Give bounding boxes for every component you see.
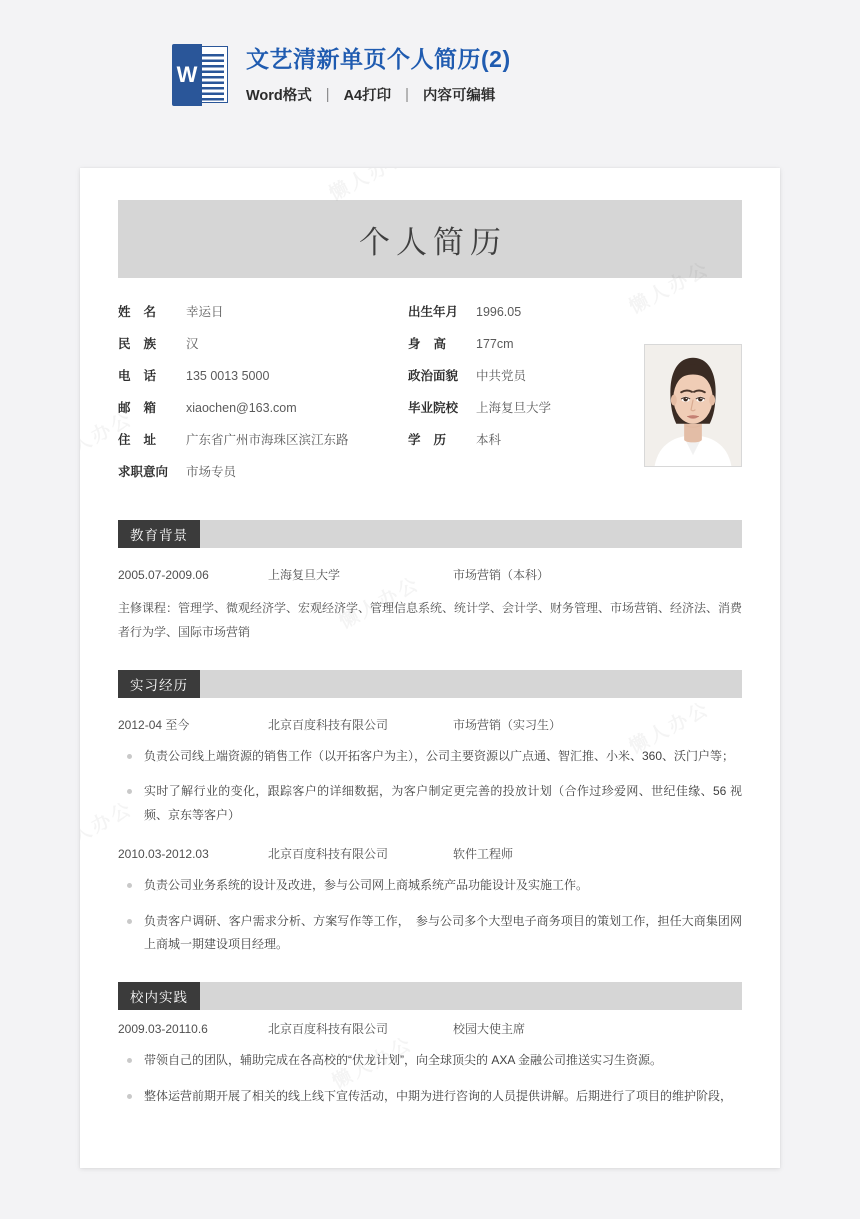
product-header bbox=[0, 0, 860, 150]
section-tag-campus: 校内实践 bbox=[118, 982, 200, 1010]
meta-format: Word格式 bbox=[246, 88, 312, 105]
bullet-list-internship-2 bbox=[118, 874, 742, 956]
info-label-job-objective: 求职意向 bbox=[118, 465, 169, 479]
list-item: 实时了解行业的变化，跟踪客户的详细数据，为客户制定更完善的投放计划（合作过珍爱网、世纪佳缘、56 视频、京东等客户） bbox=[118, 780, 742, 827]
info-column-left bbox=[118, 302, 408, 494]
info-row-address bbox=[118, 430, 408, 462]
entry-org: 北京百度科技有限公司 bbox=[268, 847, 389, 862]
entry-org: 北京百度科技有限公司 bbox=[268, 718, 389, 732]
word-icon-letter: W bbox=[176, 62, 198, 87]
info-value-birthdate: 1996.05 bbox=[476, 305, 522, 319]
info-label-phone: 电 话 bbox=[118, 369, 157, 383]
info-value-degree: 本科 bbox=[476, 433, 502, 447]
bullet-list-campus-1 bbox=[118, 1049, 742, 1108]
profile-photo-image bbox=[645, 345, 741, 466]
info-value-address: 广东省广州市海珠区滨江东路 bbox=[186, 433, 349, 447]
entry-date: 2009.03-20110.6 bbox=[118, 1022, 208, 1037]
list-item: 带领自己的团队，辅助完成在各高校的“伏龙计划”，向全球顶尖的 AXA 金融公司推送实习生资源。 bbox=[118, 1049, 742, 1072]
info-label-address: 住 址 bbox=[118, 433, 157, 447]
info-label-degree: 学 历 bbox=[408, 433, 447, 447]
info-row-email bbox=[118, 398, 408, 430]
info-row-name bbox=[118, 302, 408, 334]
entry-role: 市场营销（本科） bbox=[453, 568, 550, 582]
info-label-birthdate: 出生年月 bbox=[408, 305, 459, 319]
list-item: 负责公司线上端资源的销售工作（以开拓客户为主），公司主要资源以广点通、智汇推、小米、360、沃门户等； bbox=[118, 745, 742, 768]
entry-org: 上海复旦大学 bbox=[268, 568, 341, 582]
document-page bbox=[80, 168, 780, 1168]
section-header-campus bbox=[118, 982, 742, 1010]
entry-org: 北京百度科技有限公司 bbox=[268, 1022, 389, 1037]
header-text-block bbox=[246, 45, 511, 106]
info-value-political-status: 中共党员 bbox=[476, 369, 527, 383]
info-row-birthdate bbox=[408, 302, 638, 334]
section-header-internship bbox=[118, 670, 742, 698]
info-row-degree bbox=[408, 430, 638, 462]
entry-role: 校园大使主席 bbox=[453, 1022, 526, 1037]
entry-date: 2010.03-2012.03 bbox=[118, 847, 209, 862]
info-label-name: 姓 名 bbox=[118, 305, 157, 319]
resume-title-bar bbox=[118, 200, 742, 278]
info-value-email: xiaochen@163.com bbox=[186, 401, 297, 415]
info-value-height: 177cm bbox=[476, 337, 514, 351]
entry-role: 软件工程师 bbox=[453, 847, 514, 862]
list-item: 负责客户调研、客户需求分析、方案写作等工作， 参与公司多个大型电子商务项目的策划工作，担任大商集团网上商城一期建设项目经理。 bbox=[118, 910, 742, 957]
info-value-school: 上海复旦大学 bbox=[476, 401, 552, 415]
meta-separator-1: | bbox=[325, 86, 330, 103]
list-item: 负责公司业务系统的设计及改进，参与公司网上商城系统产品功能设计及实施工作。 bbox=[118, 874, 742, 897]
entry-education-1 bbox=[118, 566, 742, 583]
info-label-height: 身 高 bbox=[408, 337, 447, 351]
entry-internship-1 bbox=[118, 716, 742, 733]
page-title: 文艺清新单页个人简历(2) bbox=[246, 45, 511, 72]
entry-education-courses: 主修课程：管理学、微观经济学、宏观经济学、管理信息系统、统计学、会计学、财务管理、市场营销、经济法、消费者行为学、国际市场营销 bbox=[118, 601, 743, 639]
profile-photo bbox=[644, 344, 742, 467]
list-item: 整体运营前期开展了相关的线上线下宣传活动，中期为进行咨询的人员提供讲解。后期进行了项目的维护阶段， bbox=[118, 1085, 742, 1108]
word-document-icon bbox=[172, 44, 228, 106]
meta-editable: 内容可编辑 bbox=[422, 88, 496, 105]
info-row-ethnicity bbox=[118, 334, 408, 366]
info-label-ethnicity: 民 族 bbox=[118, 337, 157, 351]
section-tag-education: 教育背景 bbox=[118, 520, 200, 548]
personal-info-section bbox=[118, 302, 742, 494]
info-value-job-objective: 市场专员 bbox=[186, 465, 237, 479]
resume-title: 个人简历 bbox=[359, 224, 507, 260]
info-value-name: 幸运日 bbox=[186, 305, 224, 319]
header-meta bbox=[246, 84, 511, 105]
document-content bbox=[80, 168, 780, 1108]
info-row-height bbox=[408, 334, 638, 366]
info-label-school: 毕业院校 bbox=[408, 401, 459, 415]
info-value-phone: 135 0013 5000 bbox=[186, 369, 270, 383]
info-value-ethnicity: 汉 bbox=[186, 337, 199, 351]
info-column-right bbox=[408, 302, 638, 494]
entry-role: 市场营销（实习生） bbox=[453, 718, 562, 732]
meta-separator-2: | bbox=[405, 86, 409, 103]
info-row-job-objective bbox=[118, 462, 408, 494]
entry-internship-2 bbox=[118, 845, 742, 862]
section-tag-internship: 实习经历 bbox=[118, 670, 200, 698]
info-row-political-status bbox=[408, 366, 638, 398]
entry-date: 2012-04 至今 bbox=[118, 718, 190, 732]
info-label-email: 邮 箱 bbox=[118, 401, 157, 415]
meta-print: A4打印 bbox=[343, 88, 392, 105]
entry-date: 2005.07-2009.06 bbox=[118, 568, 209, 582]
info-row-phone bbox=[118, 366, 408, 398]
info-row-school bbox=[408, 398, 638, 430]
bullet-list-internship-1 bbox=[118, 745, 742, 827]
section-header-education bbox=[118, 520, 742, 548]
entry-campus-1 bbox=[118, 1020, 742, 1037]
info-label-political-status: 政治面貌 bbox=[408, 369, 459, 383]
